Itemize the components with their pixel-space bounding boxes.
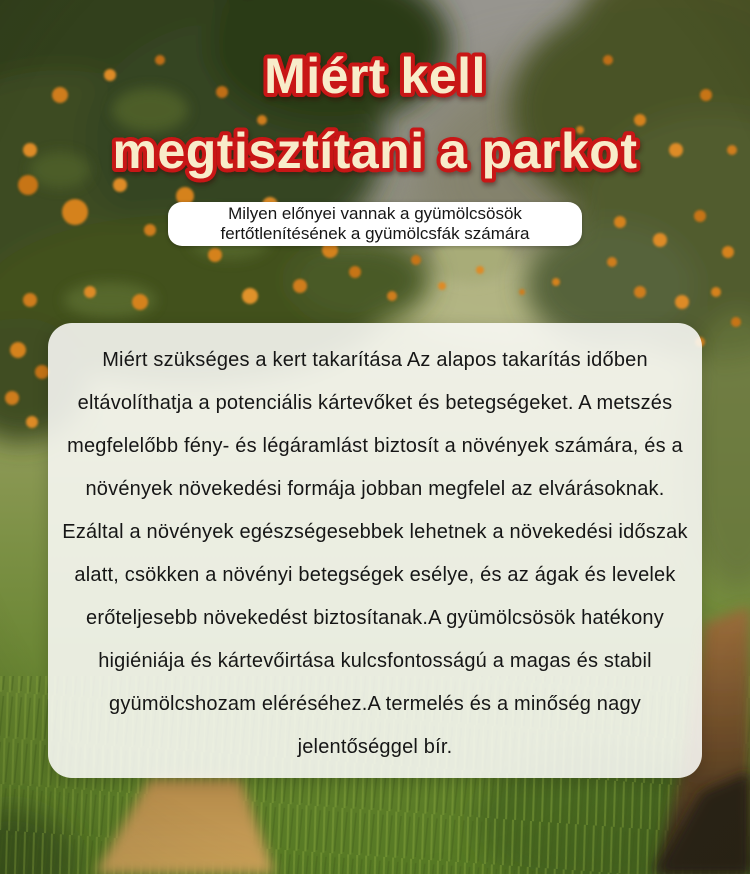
page-title — [0, 0, 750, 210]
subtitle-text: Milyen előnyei vannak a gyümölcsösök fertőtlenítésének a gyümölcsfák számára — [220, 204, 530, 243]
body-text: Miért szükséges a kert takarítása Az alapos takarítás időben eltávolíthatja a potenciális kártevőket és betegségeket. A metszés megfelelőbb fény- és légáramlást biztosít a növények számára, és a növények növekedési formája jobban megfelel az elvárásoknak. Ezáltal a növények egészségesebbek lehetnek a növekedési időszak alatt, csökken a növényi betegségek esélye, és az ágak és levelek erőteljesebb növekedést biztosítanak.A gyümölcsösök hatékony higiéniája és kártevőirtása kulcsfontosságú a magas és stabil gyümölcshozam eléréséhez.A termelés és a minőség nagy jelentőséggel bír. — [62, 349, 688, 758]
subtitle-banner — [168, 202, 582, 246]
body-card — [48, 323, 702, 778]
page-title-line1: Miért kell — [264, 48, 486, 104]
page-title-line2: megtisztítani a parkot — [112, 123, 638, 179]
